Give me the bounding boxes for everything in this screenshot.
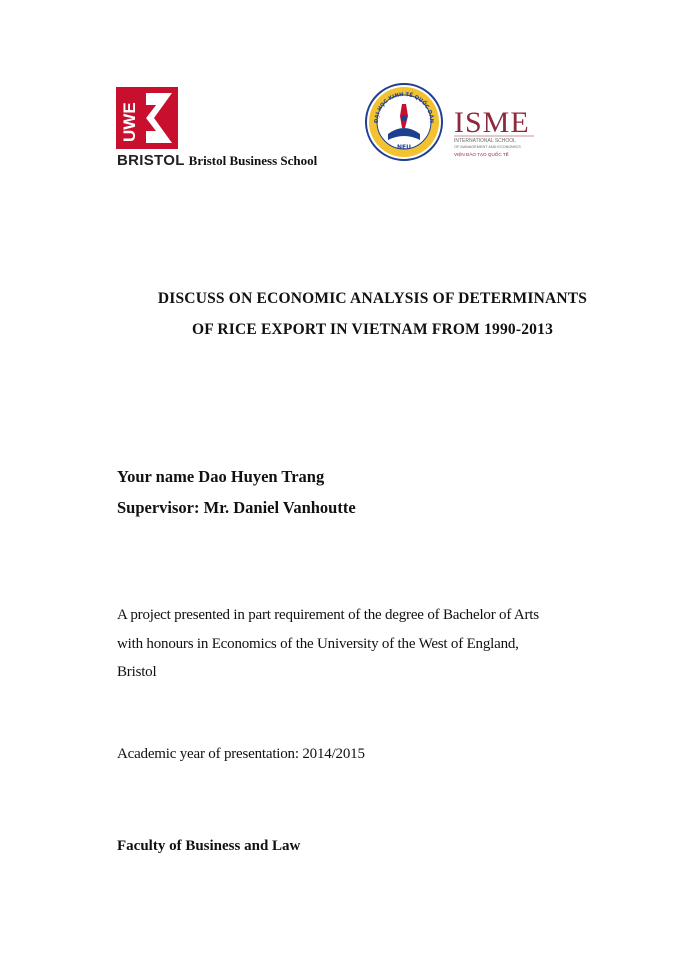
- uwe-logo-text: UWE: [120, 102, 139, 142]
- neu-seal-text: ĐẠI HỌC KINH TẾ QUỐC DÂN: [373, 91, 435, 124]
- isme-subtitle-1: INTERNATIONAL SCHOOL: [454, 138, 516, 144]
- thesis-title-line-2: OF RICE EXPORT IN VIETNAM FROM 1990-2013: [191, 321, 554, 338]
- faculty-name: Faculty of Business and Law: [117, 838, 301, 854]
- project-statement-line-2: with honours in Economics of the University of the West of England,: [117, 636, 519, 652]
- isme-subtitle-3: VIỆN ĐÀO TẠO QUỐC TẾ: [454, 152, 509, 157]
- isme-logo: [452, 104, 536, 160]
- academic-year: Academic year of presentation: 2014/2015: [117, 746, 365, 762]
- uwe-logo: [116, 87, 178, 149]
- author-name: Your name Dao Huyen Trang: [117, 467, 325, 486]
- thesis-title-line-1: DISCUSS ON ECONOMIC ANALYSIS OF DETERMINANTS: [157, 290, 588, 307]
- project-statement-line-3: Bristol: [117, 664, 157, 680]
- school-name: Bristol Business School: [188, 153, 318, 168]
- project-statement-line-1: A project presented in part requirement of the degree of Bachelor of Arts: [117, 607, 539, 623]
- neu-seal-abbrev: NEU: [397, 144, 411, 151]
- isme-subtitle-2: OF MANAGEMENT AND ECONOMICS: [454, 145, 521, 149]
- supervisor-name: Supervisor: Mr. Daniel Vanhoutte: [117, 498, 356, 517]
- isme-logo-title: ISME: [454, 106, 530, 139]
- neu-seal-logo: [364, 82, 444, 162]
- bristol-wordmark: BRISTOL: [117, 152, 185, 169]
- bristol-business-school-line: [117, 152, 317, 170]
